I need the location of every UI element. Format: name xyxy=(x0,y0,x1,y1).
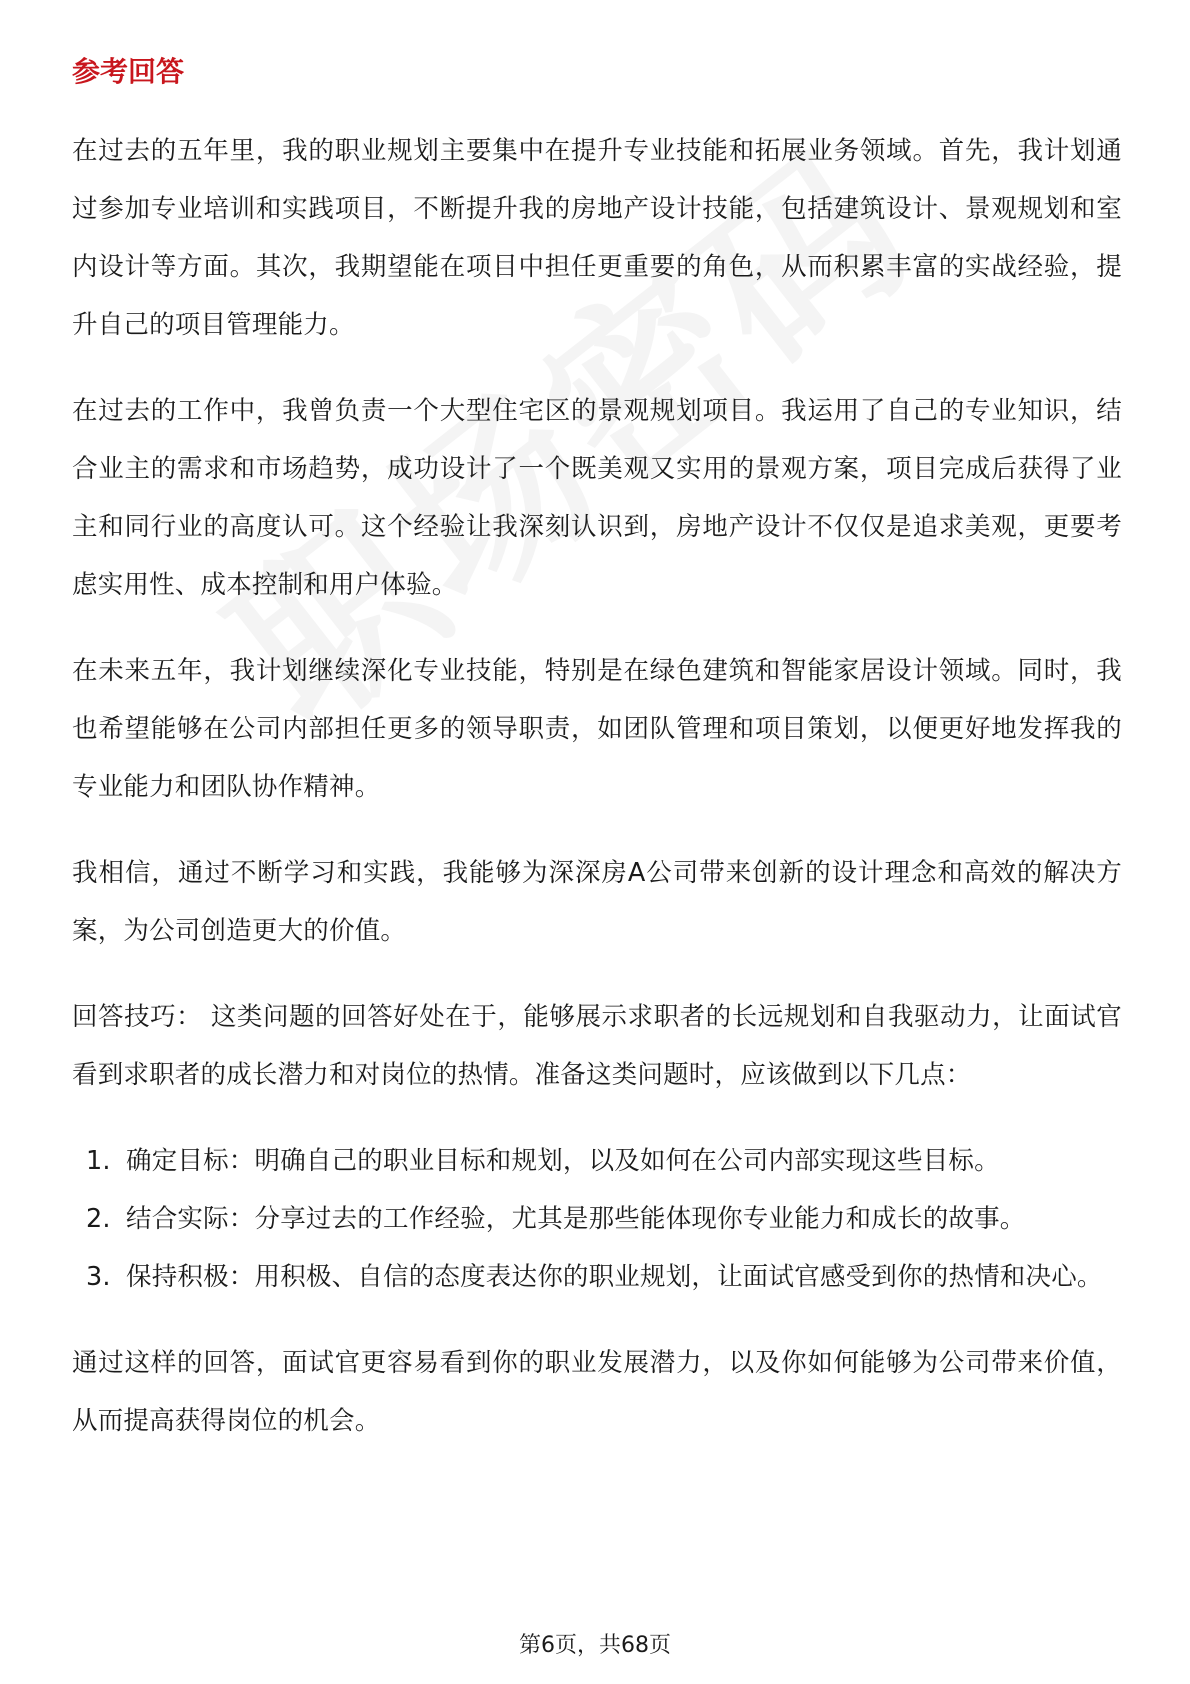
section-heading: 参考回答 xyxy=(72,55,185,88)
paragraph-career-plan: 在过去的五年里，我的职业规划主要集中在提升专业技能和拓展业务领域。首先，我计划通过参加专业培训和实践项目，不断提升我的房地产设计技能，包括建筑设计、景观规划和室内设计等方面。其次，我期望能在项目中担任更重要的角色，从而积累丰富的实战经验，提升自己的项目管理能力。 xyxy=(72,136,1122,340)
list-item-text: 保持积极：用积极、自信的态度表达你的职业规划，让面试官感受到你的热情和决心。 xyxy=(126,1262,1103,1292)
paragraph-past-experience: 在过去的工作中，我曾负责一个大型住宅区的景观规划项目。我运用了自己的专业知识，结合业主的需求和市场趋势，成功设计了一个既美观又实用的景观方案，项目完成后获得了业主和同行业的高度认可。这个经验让我深刻认识到，房地产设计不仅仅是追求美观，更要考虑实用性、成本控制和用户体验。 xyxy=(72,396,1122,600)
paragraph-belief: 我相信，通过不断学习和实践，我能够为深深房A公司带来创新的设计理念和高效的解决方案，为公司创造更大的价值。 xyxy=(72,858,1122,946)
paragraph-answer-tips: 回答技巧： 这类问题的回答好处在于，能够展示求职者的长远规划和自我驱动力，让面试官看到求职者的成长潜力和对岗位的热情。准备这类问题时，应该做到以下几点： xyxy=(72,1002,1122,1090)
list-item-number: 2. xyxy=(86,1204,111,1234)
page-content xyxy=(72,52,1122,1478)
list-item-text: 结合实际：分享过去的工作经验，尤其是那些能体现你专业能力和成长的故事。 xyxy=(126,1204,1026,1234)
list-item-text: 确定目标：明确自己的职业目标和规划，以及如何在公司内部实现这些目标。 xyxy=(126,1146,1000,1176)
paragraph-future-plan: 在未来五年，我计划继续深化专业技能，特别是在绿色建筑和智能家居设计领域。同时，我也希望能够在公司内部担任更多的领导职责，如团队管理和项目策划，以便更好地发挥我的专业能力和团队协作精神。 xyxy=(72,656,1122,802)
list-item xyxy=(72,1248,1122,1306)
list-item xyxy=(72,1190,1122,1248)
list-item-number: 1. xyxy=(86,1146,111,1176)
paragraph-closing: 通过这样的回答，面试官更容易看到你的职业发展潜力，以及你如何能够为公司带来价值，从而提高获得岗位的机会。 xyxy=(72,1348,1122,1436)
list-item xyxy=(72,1132,1122,1190)
page-number-footer: 第6页，共68页 xyxy=(519,1633,671,1658)
tips-list xyxy=(72,1132,1122,1306)
list-item-number: 3. xyxy=(86,1262,111,1292)
